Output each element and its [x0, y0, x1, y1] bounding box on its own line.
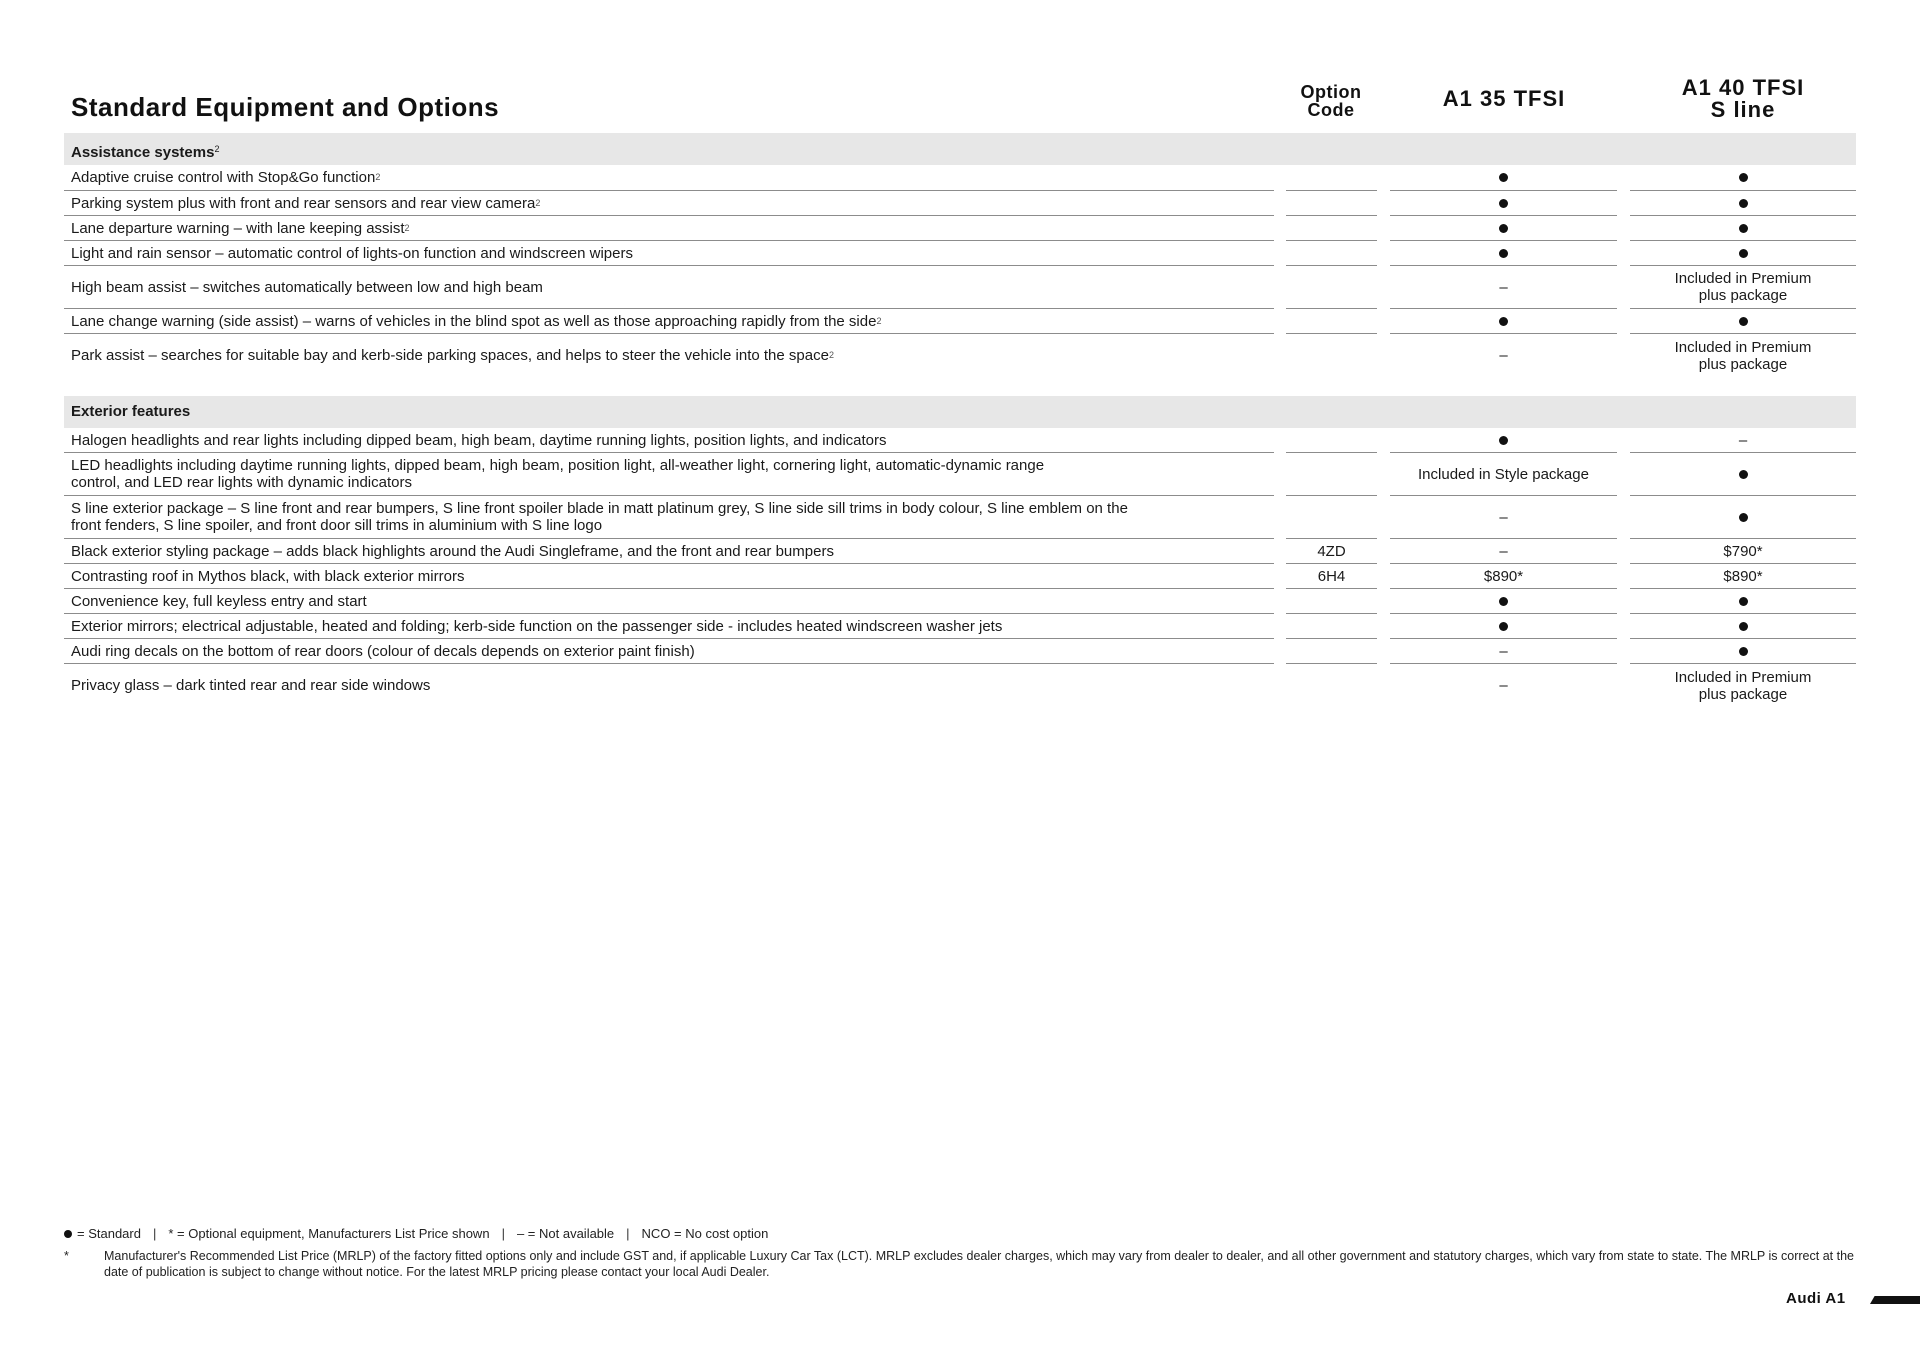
table-row	[0, 216, 1920, 241]
model2-cell	[1630, 334, 1856, 377]
standard-dot-icon	[1499, 436, 1508, 445]
option-code-cell	[1286, 614, 1377, 639]
legend-optional: * = Optional equipment, Manufacturers List Price shown	[168, 1226, 490, 1241]
standard-dot-icon	[1499, 249, 1508, 258]
model2-cell: $790*	[1630, 539, 1856, 564]
description-line2: front fenders, S line spoiler, and front door sill trims in aluminium with S line logo	[71, 517, 603, 534]
model2-cell	[1630, 241, 1856, 266]
standard-dot-icon	[1739, 199, 1748, 208]
model2-header-line2: S line	[1710, 97, 1776, 122]
row-description	[64, 216, 1274, 241]
legend-separator: |	[501, 1226, 505, 1241]
legend-separator: |	[626, 1226, 630, 1241]
description-text: Adaptive cruise control with Stop&Go function	[71, 169, 376, 186]
table-row	[0, 564, 1920, 589]
section-exterior-features: Exterior features	[64, 396, 1856, 428]
option-code-cell	[1286, 639, 1377, 664]
footnote-text: Manufacturer's Recommended List Price (MRLP) of the factory fitted options only and include GST and, if applicable Luxury Car Tax (LCT). MRLP excludes dealer charges, which may vary from dealer to dealer, and all other government and statutory charges, which vary from state to state. The MRLP is correct at the date of publication is subject to change without notice. For the latest MRLP pricing please contact your local Audi Dealer.	[104, 1249, 1854, 1279]
model2-cell	[1630, 453, 1856, 496]
model1-header: A1 35 TFSI	[1442, 86, 1566, 111]
option-code-cell	[1286, 241, 1377, 266]
option-code-header	[1285, 83, 1377, 119]
model2-cell	[1630, 428, 1856, 453]
model1-cell	[1390, 165, 1617, 191]
standard-dot-icon	[1739, 597, 1748, 606]
brand-label: Audi A1	[1786, 1290, 1846, 1307]
row-description: Privacy glass – dark tinted rear and rear side windows	[71, 677, 431, 694]
model2-cell	[1630, 165, 1856, 191]
footnote-sup: 2	[876, 315, 882, 326]
model1-cell: $890*	[1390, 564, 1617, 589]
footnote	[64, 1248, 1856, 1280]
option-code-cell	[1286, 165, 1377, 191]
row-description: Black exterior styling package – adds black highlights around the Audi Singleframe, and the front and rear bumpers	[64, 539, 1274, 564]
table-row	[0, 639, 1920, 664]
model1-cell	[1390, 589, 1617, 614]
model2-line1: Included in Premium	[1674, 668, 1812, 686]
legend-not-available: – = Not available	[516, 1226, 615, 1241]
section-assistance-systems	[64, 133, 1856, 165]
model2-line2: plus package	[1698, 355, 1788, 373]
model2-line2: plus package	[1698, 287, 1788, 304]
row-description	[64, 496, 1274, 539]
row-description: Halogen headlights and rear lights including dipped beam, high beam, daytime running lights, position lights, and indicators	[64, 428, 1274, 453]
description-line1: LED headlights including daytime running lights, dipped beam, high beam, position light, all-weather light, cornering light, automatic-dynamic range	[71, 457, 1045, 474]
model2-line1: Included in Premium	[1674, 270, 1812, 287]
table-row	[0, 589, 1920, 614]
model2-cell	[1630, 216, 1856, 241]
option-code-cell	[1286, 216, 1377, 241]
model1-cell	[1390, 266, 1617, 309]
standard-dot-icon	[1739, 173, 1748, 182]
description-text: Park assist – searches for suitable bay and kerb-side parking spaces, and helps to steer the vehicle into the space	[71, 347, 829, 364]
row-description	[64, 453, 1274, 496]
row-description: Convenience key, full keyless entry and start	[64, 589, 1274, 614]
not-available-dash: –	[1499, 508, 1508, 526]
model2-cell	[1630, 266, 1856, 309]
standard-dot-icon	[1739, 317, 1748, 326]
option-code-cell	[1286, 266, 1377, 309]
footnote-sup: 2	[375, 172, 381, 182]
model2-header-line1: A1 40 TFSI	[1681, 75, 1805, 100]
legend-separator: |	[152, 1226, 157, 1241]
model2-line1: Included in Premium	[1674, 338, 1812, 356]
description-text: Lane change warning (side assist) – warns of vehicles in the blind spot as well as those approaching rapidly from the side	[71, 312, 877, 330]
legend-nco: NCO = No cost option	[641, 1226, 769, 1241]
footnote-sup: 2	[828, 350, 834, 360]
model1-cell	[1390, 428, 1617, 453]
model1-cell	[1390, 334, 1617, 377]
table-row	[0, 539, 1920, 564]
row-description: High beam assist – switches automatically between low and high beam	[64, 266, 1274, 309]
model2-header	[1630, 77, 1856, 121]
not-available-dash: –	[1499, 347, 1508, 364]
table-row	[0, 453, 1920, 496]
standard-dot-icon	[1499, 597, 1508, 606]
row-description: Contrasting roof in Mythos black, with black exterior mirrors	[64, 564, 1274, 589]
model2-cell	[1630, 191, 1856, 216]
model1-cell	[1390, 241, 1617, 266]
description-text: Lane departure warning – with lane keeping assist	[71, 219, 405, 237]
table-row	[0, 428, 1920, 453]
model2-cell	[1630, 614, 1856, 639]
standard-dot-icon	[1499, 224, 1508, 233]
description-line2: control, and LED rear lights with dynamic indicators	[71, 474, 412, 491]
standard-dot-icon	[1739, 622, 1748, 631]
table-row	[0, 191, 1920, 216]
brand-bar	[1870, 1296, 1920, 1304]
model2-cell	[1630, 664, 1856, 707]
row-description	[64, 191, 1274, 216]
model2-line2: plus package	[1698, 685, 1788, 703]
option-code-cell: 4ZD	[1286, 539, 1377, 564]
row-description: Light and rain sensor – automatic control of lights-on function and windscreen wipers	[64, 241, 1274, 266]
not-available-dash: –	[1499, 542, 1508, 560]
page-title: Standard Equipment and Options	[71, 92, 500, 122]
not-available-dash: –	[1738, 431, 1748, 449]
model2-cell	[1630, 496, 1856, 539]
row-description	[64, 309, 1274, 334]
footnote-sup: 2	[214, 144, 220, 154]
model2-cell: $890*	[1630, 564, 1856, 589]
standard-dot-icon	[1739, 224, 1748, 233]
row-description	[64, 165, 1274, 191]
table-row	[0, 664, 1920, 707]
model1-cell	[1390, 614, 1617, 639]
option-code-cell	[1286, 334, 1377, 377]
footnote-mark: *	[64, 1249, 69, 1263]
standard-dot-icon	[1739, 647, 1748, 656]
footnote-sup: 2	[404, 222, 410, 233]
model2-cell	[1630, 309, 1856, 334]
footnote-sup: 2	[535, 197, 541, 208]
row-description	[64, 334, 1274, 377]
table-row	[0, 165, 1920, 191]
option-code-cell	[1286, 453, 1377, 496]
standard-dot-icon	[1499, 317, 1508, 326]
table-row	[0, 496, 1920, 539]
model2-cell	[1630, 589, 1856, 614]
not-available-dash: –	[1499, 278, 1508, 296]
model1-cell	[1390, 639, 1617, 664]
table-row	[0, 309, 1920, 334]
option-code-cell	[1286, 309, 1377, 334]
table-row	[0, 266, 1920, 309]
model1-cell	[1390, 216, 1617, 241]
option-code-cell	[1286, 191, 1377, 216]
legend	[64, 1226, 768, 1241]
table-row	[0, 334, 1920, 377]
option-code-cell: 6H4	[1286, 564, 1377, 589]
option-code-cell	[1286, 664, 1377, 707]
not-available-dash: –	[1499, 677, 1508, 694]
standard-dot-icon	[64, 1230, 72, 1238]
standard-dot-icon	[1499, 199, 1508, 208]
standard-dot-icon	[1739, 513, 1748, 522]
model1-cell	[1390, 539, 1617, 564]
option-code-cell	[1286, 496, 1377, 539]
row-description: Audi ring decals on the bottom of rear doors (colour of decals depends on exterior paint finish)	[64, 639, 1274, 664]
model1-cell: Included in Style package	[1390, 453, 1617, 496]
section-label: Assistance systems	[71, 144, 215, 161]
description-line1: S line exterior package – S line front and rear bumpers, S line front spoiler blade in matt platinum grey, S line side sill trims in body colour, S line emblem on the	[71, 500, 1128, 517]
option-code-header-line1: Option	[1300, 82, 1362, 102]
description-text: Parking system plus with front and rear sensors and rear view camera	[71, 194, 536, 212]
table-row	[0, 614, 1920, 639]
table-row	[0, 241, 1920, 266]
option-code-cell	[1286, 589, 1377, 614]
standard-dot-icon	[1739, 470, 1748, 479]
option-code-cell	[1286, 428, 1377, 453]
model1-cell	[1390, 191, 1617, 216]
model1-cell	[1390, 309, 1617, 334]
row-description: Exterior mirrors; electrical adjustable, heated and folding; kerb-side function on the passenger side - includes heated windscreen washer jets	[64, 614, 1274, 639]
legend-standard: = Standard	[77, 1226, 141, 1241]
not-available-dash: –	[1499, 642, 1508, 660]
model1-cell	[1390, 496, 1617, 539]
option-code-header-line2: Code	[1307, 100, 1355, 120]
standard-dot-icon	[1499, 173, 1508, 182]
standard-dot-icon	[1739, 249, 1748, 258]
model1-cell	[1390, 664, 1617, 707]
model2-cell	[1630, 639, 1856, 664]
standard-dot-icon	[1499, 622, 1508, 631]
